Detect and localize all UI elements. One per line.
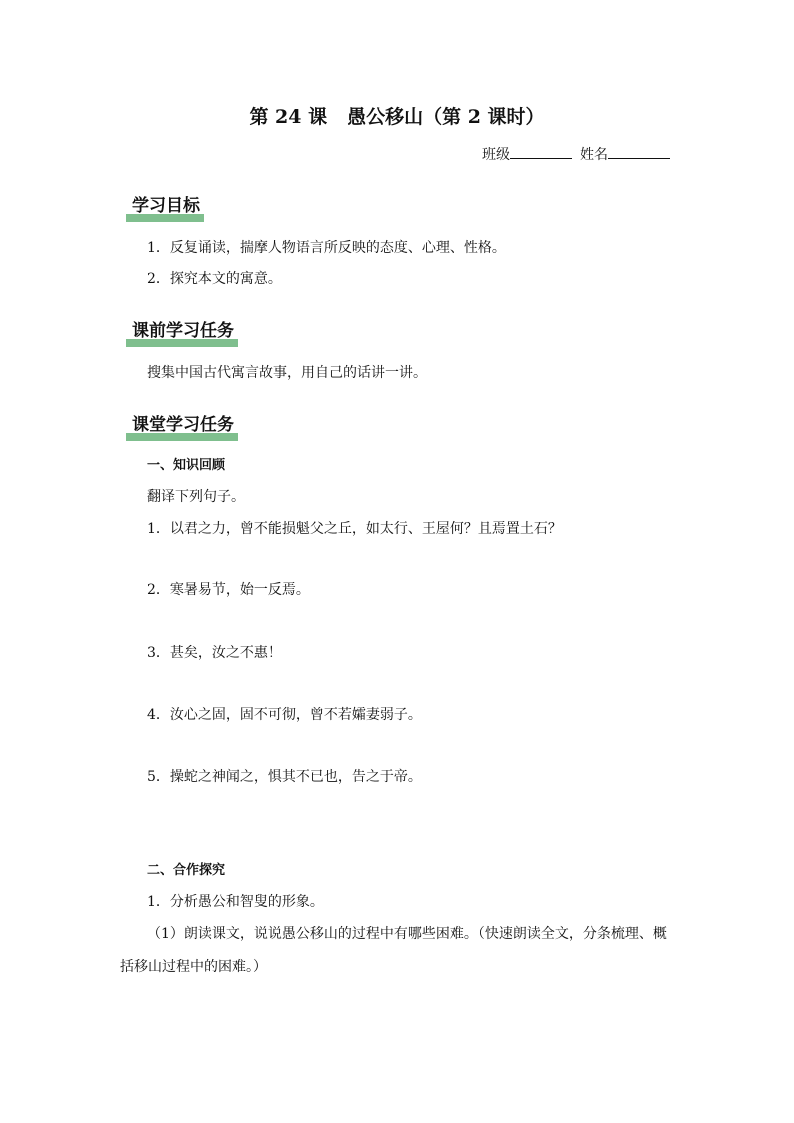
page-title xyxy=(0,104,794,130)
translation-item: 5．操蛇之神闻之，惧其不已也，告之于帝。 xyxy=(147,769,422,785)
part-title-inquiry: 二、合作探究 xyxy=(147,863,226,878)
translation-item: 2．寒暑易节，始一反焉。 xyxy=(147,582,310,598)
inquiry-subquestion-cont: 括移山过程中的困难。） xyxy=(120,959,267,975)
inquiry-subquestion: （1）朗读课文，说说愚公移山的过程中有哪些困难。（快速朗读全文，分条梳理、概 xyxy=(147,926,667,942)
class-blank[interactable] xyxy=(510,144,572,159)
section-heading-pre-class: 课前学习任务 xyxy=(126,319,238,343)
name-label: 姓名 xyxy=(580,147,608,163)
student-info-line xyxy=(482,144,670,165)
objective-item: 1．反复诵读，揣摩人物语言所反映的态度、心理、性格。 xyxy=(147,240,506,256)
translation-item: 1．以君之力，曾不能损魁父之丘，如太行、王屋何？且焉置土石？ xyxy=(147,521,562,537)
lesson-number: 第 24 课 xyxy=(249,106,328,128)
translation-item: 4．汝心之固，固不可彻，曾不若孀妻弱子。 xyxy=(147,707,422,723)
name-blank[interactable] xyxy=(608,144,670,159)
pre-class-task: 搜集中国古代寓言故事，用自己的话讲一讲。 xyxy=(147,365,427,381)
section-heading-objectives: 学习目标 xyxy=(126,194,204,218)
inquiry-question: 1．分析愚公和智叟的形象。 xyxy=(147,894,324,910)
section-heading-in-class: 课堂学习任务 xyxy=(126,413,238,437)
lesson-name: 愚公移山（第 2 课时） xyxy=(347,106,545,128)
part-title-review: 一、知识回顾 xyxy=(147,458,226,473)
objective-item: 2．探究本文的寓意。 xyxy=(147,271,282,287)
translation-item: 3．甚矣，汝之不惠！ xyxy=(147,645,282,661)
instruction: 翻译下列句子。 xyxy=(147,489,245,505)
class-label: 班级 xyxy=(482,147,510,163)
